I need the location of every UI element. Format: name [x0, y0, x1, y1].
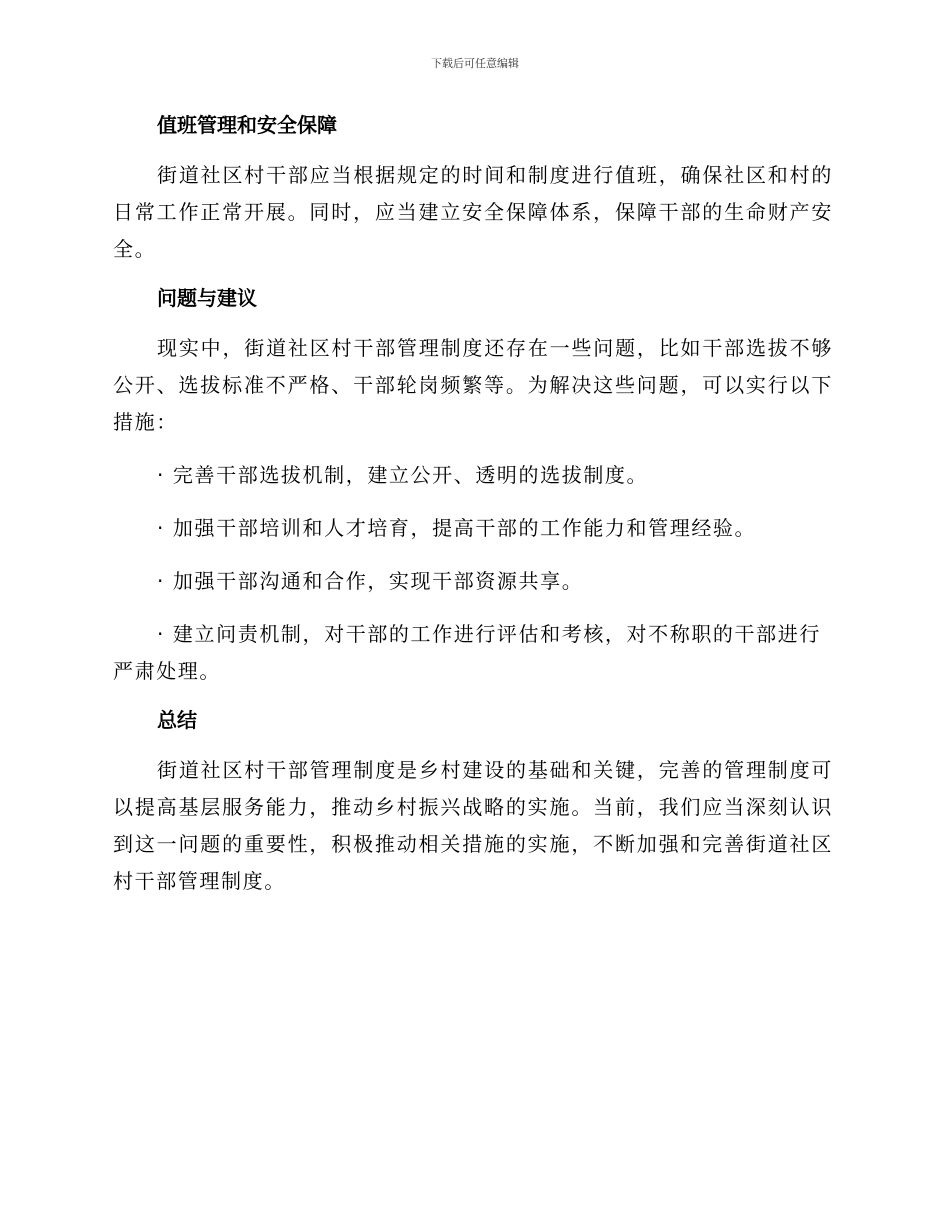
- bullet-item: · 完善干部选拔机制，建立公开、透明的选拔制度。: [157, 463, 649, 487]
- section-heading-issues: 问题与建议: [157, 286, 257, 310]
- bullet-item: · 建立问责机制，对干部的工作进行评估和考核，对不称职的干部进行严肃处理。: [113, 622, 821, 683]
- bullet-item: · 加强干部沟通和合作，实现干部资源共享。: [157, 569, 584, 593]
- section-paragraph-duty: 街道社区村干部应当根据规定的时间和制度进行值班，确保社区和村的日常工作正常开展。同时，应当建立安全保障体系，保障干部的生命财产安全。: [113, 163, 833, 261]
- bullet-item: · 加强干部培训和人才培育，提高干部的工作能力和管理经验。: [157, 516, 757, 540]
- section-heading-duty: 值班管理和安全保障: [157, 113, 337, 137]
- section-heading-summary: 总结: [157, 708, 197, 732]
- section-paragraph-summary: 街道社区村干部管理制度是乡村建设的基础和关键，完善的管理制度可以提高基层服务能力，推动乡村振兴战略的实施。当前，我们应当深刻认识到这一问题的重要性，积极推动相关措施的实施，不断加强和完善街道社区村干部管理制度。: [113, 758, 833, 893]
- header-note: 下载后可任意编辑: [431, 57, 519, 70]
- section-paragraph-issues: 现实中，街道社区村干部管理制度还存在一些问题，比如干部选拔不够公开、选拔标准不严格、干部轮岗频繁等。为解决这些问题，可以实行以下措施：: [113, 336, 833, 434]
- document-body: [113, 111, 833, 900]
